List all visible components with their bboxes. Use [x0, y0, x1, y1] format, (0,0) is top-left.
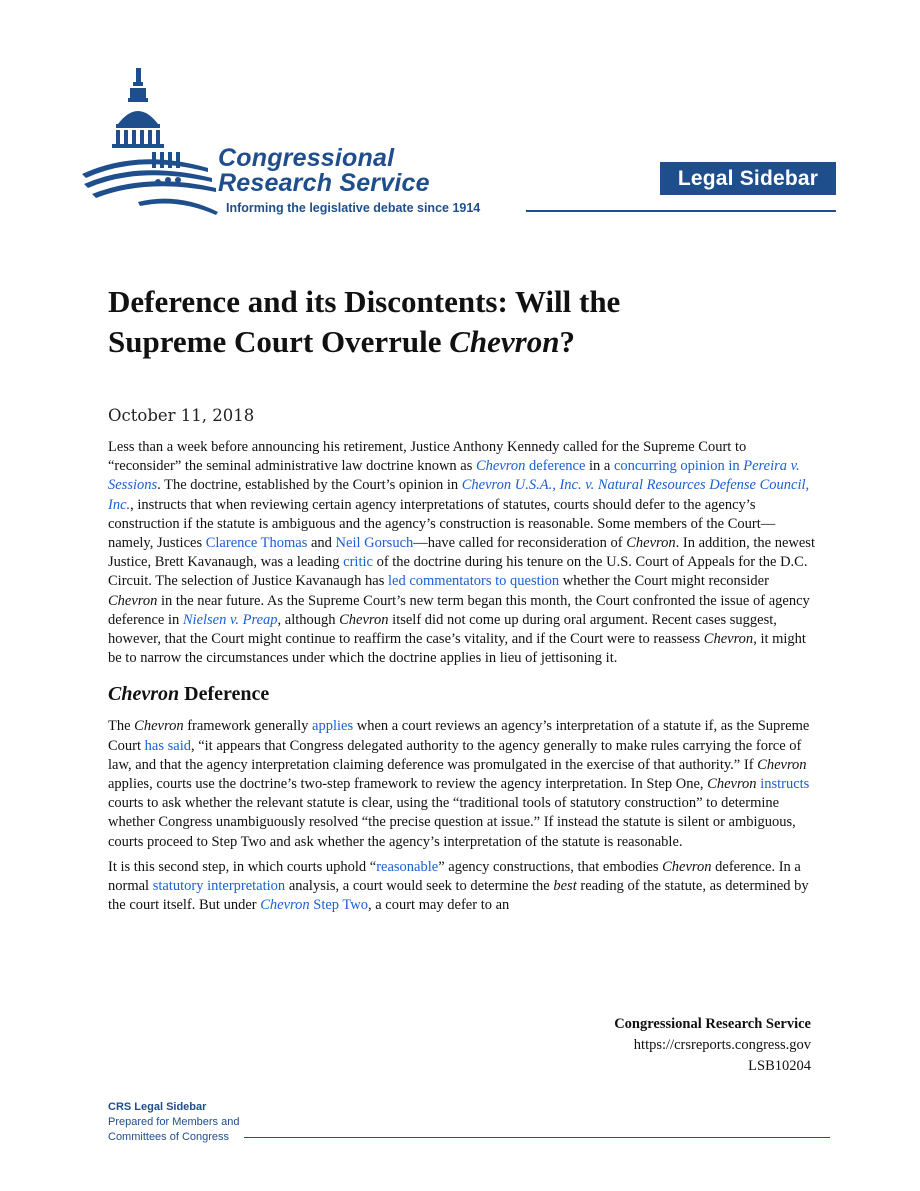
- section-heading: [108, 682, 820, 706]
- link-applies[interactable]: applies: [312, 718, 354, 735]
- link-nielsen-v-preap[interactable]: Nielsen v. Preap: [182, 611, 278, 628]
- footer-org-name: Congressional Research Service: [614, 1016, 811, 1032]
- link-chevron-step-two[interactable]: Chevron Step Two: [260, 897, 368, 914]
- link-has-said[interactable]: has said: [144, 737, 191, 754]
- link-statutory-interpretation[interactable]: statutory interpretation: [152, 878, 286, 895]
- section-heading-plain: Deference: [179, 683, 270, 706]
- paragraph-2: The Chevron framework generally applies when a court reviews an agency’s interpretation of a statute if, as the Supreme Court has said, “it appears that Congress delegated authority to the agency generally to make rules carrying the force of law, and that the agency interpretation claiming deference was promulgated in the exercise of that authority.” If Chevron applies, courts use the doctrine’s two-step framework to review the agency interpretation. In Step One, Chevron instructs courts to ask whether the relevant statute is clear, using the “traditional tools of statutory construction” to determine whether Congress unambiguously resolved “the precise question at issue.” If instead the statute is silent or ambiguous, courts proceed to Step Two and ask whether the agency’s interpretation of the statute is reasonable.: [108, 718, 810, 850]
- footer-left-title: CRS Legal Sidebar: [108, 1101, 207, 1113]
- title-end: ?: [559, 324, 575, 359]
- link-reasonable[interactable]: reasonable: [376, 858, 439, 875]
- article-body: [108, 438, 820, 921]
- legal-sidebar-badge: Legal Sidebar: [660, 162, 836, 195]
- section-heading-italic: Chevron: [108, 683, 180, 706]
- footer-organization-block: [614, 1014, 811, 1077]
- footer-rule: [244, 1137, 830, 1138]
- org-line1: Congressional: [218, 144, 395, 172]
- link-clarence-thomas[interactable]: Clarence Thomas: [205, 535, 308, 552]
- title-line1: Deference and its Discontents: Will the: [108, 284, 621, 319]
- footer-url[interactable]: https://crsreports.congress.gov: [633, 1037, 811, 1053]
- page-title: [108, 282, 808, 362]
- footer-left-line3: Committees of Congress: [108, 1131, 230, 1143]
- paragraph-3: It is this second step, in which courts uphold “reasonable” agency constructions, that embodies Chevron deference. In a normal statutory interpretation analysis, a court would seek to determine the best reading of the statute, as determined by the court itself. But under Chevron Step Two, a court may defer to an: [108, 858, 809, 914]
- title-line2: Supreme Court Overrule: [108, 324, 450, 359]
- publication-date: October 11, 2018: [108, 406, 255, 425]
- link-chevron-case[interactable]: Chevron U.S.A., Inc. v. Natural Resources Defense Council, Inc.: [108, 477, 810, 513]
- link-chevron-deference[interactable]: Chevron deference: [476, 458, 586, 475]
- link-critic[interactable]: critic: [343, 554, 373, 571]
- footer-left-line2: Prepared for Members and: [108, 1116, 240, 1128]
- organization-name: [218, 146, 430, 196]
- paragraph-1: Less than a week before announcing his retirement, Justice Anthony Kennedy called for the Supreme Court to “reconsider” the seminal administrative law doctrine known as Chevron deference in a concurring opinion in Pereira v. Sessions. The doctrine, established by the Court’s opinion in Chevron U.S.A., Inc. v. Natural Resources Defense Council, Inc., instructs that when reviewing certain agency interpretations of statutes, courts should defer to the agency’s construction if the statute is ambiguous and the agency’s construction is reasonable. Some members of the Court—namely, Justices Clarence Thomas and Neil Gorsuch—have called for reconsideration of Chevron. In addition, the newest Justice, Brett Kavanaugh, was a leading critic of the doctrine during his tenure on the U.S. Court of Appeals for the D.C. Circuit. The selection of Justice Kavanaugh has led commentators to question whether the Court might reconsider Chevron in the near future. As the Supreme Court’s new term began this month, the Court confronted the issue of agency deference in Nielsen v. Preap, although Chevron itself did not come up during oral argument. Recent cases suggest, however, that the Court might continue to reaffirm the case’s vitality, and if the Court were to reassess Chevron, it might be to narrow the circumstances under which the doctrine applies in lieu of jettisoning it.: [108, 439, 815, 667]
- link-concurring-opinion[interactable]: concurring opinion in Pereira v. Sessions: [108, 458, 800, 494]
- link-instructs[interactable]: instructs: [760, 776, 810, 793]
- org-line2: Research Service: [218, 169, 430, 197]
- capitol-dome-logo: [78, 62, 238, 222]
- title-italic: Chevron: [449, 324, 560, 359]
- footer-report-id: LSB10204: [748, 1058, 811, 1074]
- link-led-commentators[interactable]: led commentators to question: [388, 573, 560, 590]
- header-rule: [526, 210, 836, 212]
- link-neil-gorsuch[interactable]: Neil Gorsuch: [335, 535, 414, 552]
- footer-left-block: [108, 1100, 239, 1145]
- organization-tagline: Informing the legislative debate since 1914: [226, 201, 481, 215]
